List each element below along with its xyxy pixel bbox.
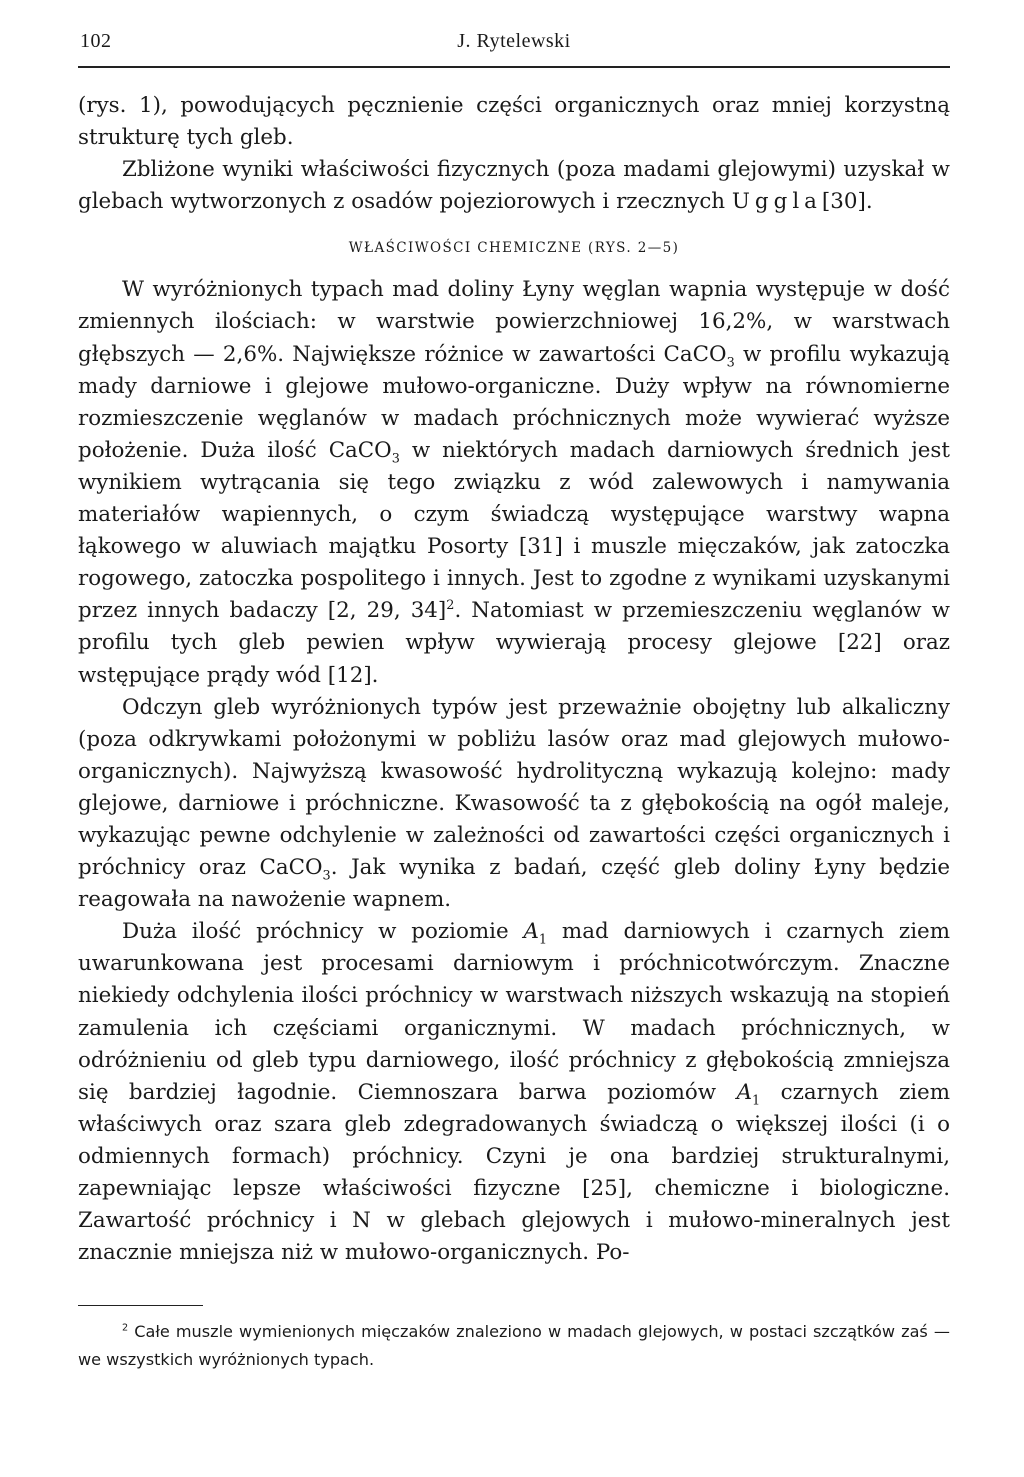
body-text (78, 90, 950, 1269)
paragraph-reaction: Odczyn gleb wyróżnionych typów jest przeważnie obojętny lub alkaliczny (poza odkrywkami położonymi w pobliżu lasów oraz mad glejowych mułowo-organicznych). Najwyższą kwasowość hydrolityczną wykazują kolejno: mady glejowe, darniowe i próchniczne. Kwasowość ta z głębokością na ogół maleje, wykazując pewne odchylenie w zależności od zawartości części organicznych i próchnicy oraz CaCO$_3$. Jak wynika z badań, część gleb doliny Łyny będzie reagowała na nawożenie wapnem. (78, 694, 951, 913)
running-author: J. Rytelewski (457, 30, 571, 52)
paragraph-carbonates: W wyróżnionych typach mad doliny Łyny węglan wapnia występuje w dość zmiennych ilościach: w warstwie powierzchniowej 16,2%, w warstwach głębszych — 2,6%. Największe różnice w zawartości CaCO$_3$ w profilu wykazują mady darniowe i glejowe mułowo-organiczne. Duży wpływ na równomierne rozmieszczenie węglanów w madach próchnicznych może wywierać wyższe położenie. Duża ilość CaCO$_3$ w niektórych madach darniowych średnich jest wynikiem wytrącania się tego związku z wód zalewowych i namywania materiałów wapiennych, o czym świadczą występujące warstwy wapna łąkowego w aluwiach majątku Posorty [31] i muszle mięczaków, jak zatoczka rogowego, zatoczka pospolitego i innych. Jest to zgodne z wynikami uzyskanymi przez innych badaczy [2, 29, 34]$^2$. Natomiast w przemieszczeniu węglanów w profilu tych gleb pewien wpływ wywierają procesy glejowe [22] oraz wstępujące prądy wód [12]. (78, 277, 950, 688)
cited-author: Uggla (731, 189, 822, 215)
paragraph-humus: Duża ilość próchnicy w poziomie $A_1$ mad darniowych i czarnych ziem uwarunkowana jest procesami darniowym i próchnicotwórczym. Znaczne niekiedy odchylenia ilości próchnicy w warstwach niższych wskazują na stopień zamulenia ich częściami organicznymi. W madach próchnicznych, w odróżnieniu od gleb typu darniowego, ilość próchnicy z głębokością zmniejsza się bardziej łagodnie. Ciemnoszara barwa poziomów $A_1$ czarnych ziem właściwych oraz szara gleb zdegradowanych świadczą o większej ilości (i o odmiennych formach) próchnicy. Czyni je ona bardziej strukturalnymi, zapewniając lepsze właściwości fizyczne [25], chemiczne i biologiczne. Zawartość próchnicy i N w glebach glejowych i mułowo-mineralnych jest znacznie mniejsza niż w mułowo-organicznych. Po- (78, 919, 950, 1266)
footnote (78, 1318, 950, 1374)
page (78, 0, 950, 1477)
footnote-marker: 2 (122, 1322, 129, 1334)
footnote-text: Całe muszle wymienionych mięczaków znaleziono w madach glejowych, w postaci szczątków zaś — we wszystkich wyróżnionych typach. (78, 1322, 950, 1369)
paragraph-uggla: Zbliżone wyniki właściwości fizycznych (poza madami glejowymi) uzyskał w glebach wytworzonych z osadów pojeziorowych i rzecznych Uggla[30]. (78, 157, 950, 215)
running-head (78, 30, 950, 60)
page-number: 102 (80, 30, 112, 52)
header-rule (78, 66, 950, 68)
paragraph-continuation: (rys. 1), powodujących pęcznienie części organicznych oraz mniej korzystną strukturę tych gleb. (78, 93, 950, 151)
section-heading: WŁAŚCIWOŚCI CHEMICZNE (RYS. 2—5) (348, 240, 680, 257)
footnote-rule (78, 1305, 203, 1306)
footnote-reference: 2 (446, 598, 455, 614)
